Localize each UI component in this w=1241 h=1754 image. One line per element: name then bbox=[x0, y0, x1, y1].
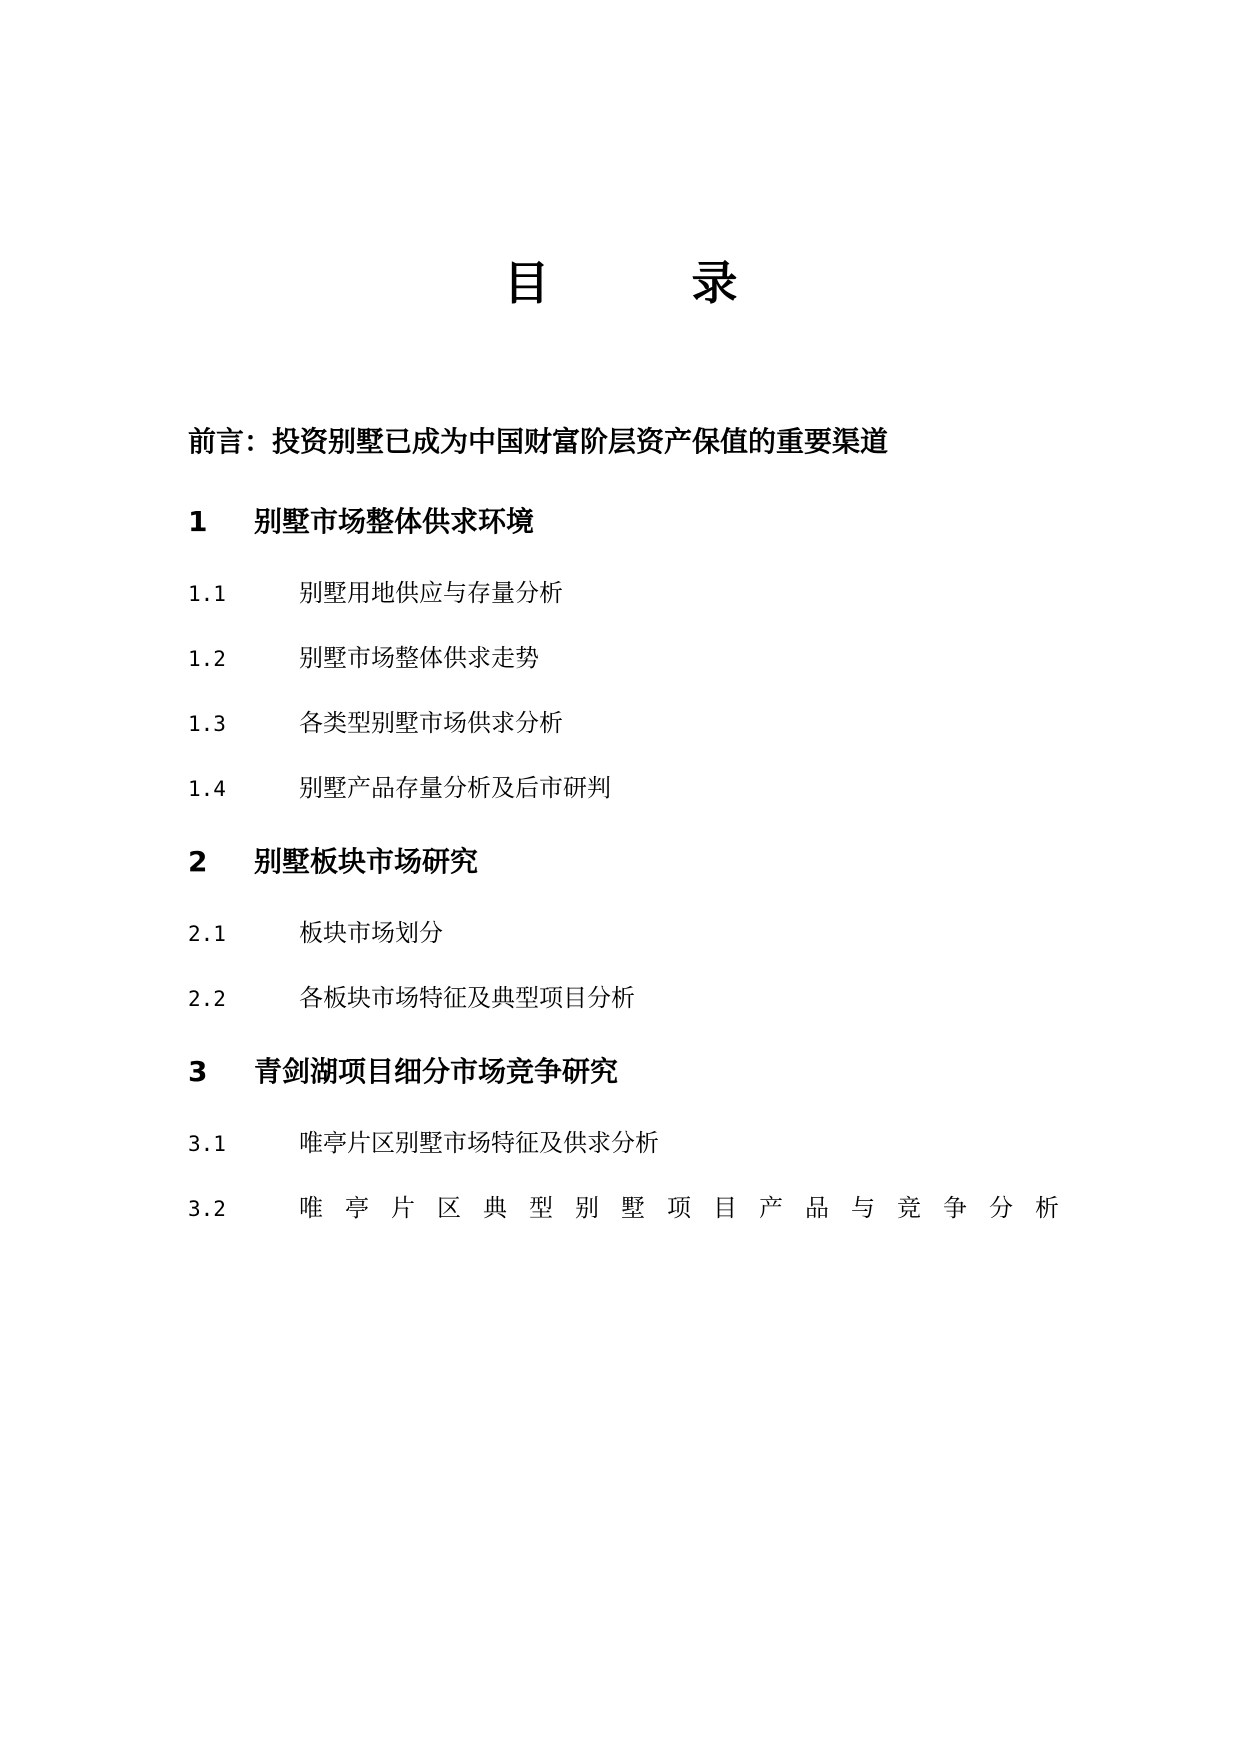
toc-section-3-2[interactable] bbox=[188, 1193, 1081, 1224]
section-title: 别墅市场整体供求走势 bbox=[299, 644, 539, 672]
section-number: 1.1 bbox=[188, 582, 226, 606]
section-title: 别墅用地供应与存量分析 bbox=[299, 579, 563, 607]
section-number: 2.1 bbox=[188, 922, 226, 946]
toc-chapter-2[interactable] bbox=[188, 845, 478, 879]
toc-section-1-2[interactable] bbox=[188, 643, 539, 674]
chapter-title: 别墅板块市场研究 bbox=[254, 845, 479, 878]
section-title: 板块市场划分 bbox=[299, 919, 443, 947]
section-number: 3.2 bbox=[188, 1197, 226, 1221]
section-title: 各板块市场特征及典型项目分析 bbox=[299, 984, 635, 1012]
section-title: 别墅产品存量分析及后市研判 bbox=[299, 774, 611, 802]
toc-chapter-1[interactable] bbox=[188, 505, 534, 539]
toc-section-2-2[interactable] bbox=[188, 983, 635, 1014]
toc-section-2-1[interactable] bbox=[188, 918, 443, 949]
section-number: 2.2 bbox=[188, 987, 226, 1011]
section-number: 1.3 bbox=[188, 712, 226, 736]
section-number: 1.2 bbox=[188, 647, 226, 671]
toc-preface[interactable]: 前言：投资别墅已成为中国财富阶层资产保值的重要渠道 bbox=[188, 425, 889, 458]
section-title: 唯亭片区别墅市场特征及供求分析 bbox=[299, 1129, 659, 1157]
toc-section-3-1[interactable] bbox=[188, 1128, 659, 1159]
toc-chapter-3[interactable] bbox=[188, 1055, 618, 1089]
section-number: 3.1 bbox=[188, 1132, 226, 1156]
section-title: 唯亭片区典型别墅项目产品与竞争分析 bbox=[299, 1194, 1081, 1222]
chapter-title: 别墅市场整体供求环境 bbox=[254, 505, 535, 538]
chapter-number: 2 bbox=[188, 845, 208, 878]
toc-section-1-4[interactable] bbox=[188, 773, 611, 804]
toc-title: 目 录 bbox=[503, 256, 786, 310]
chapter-number: 1 bbox=[188, 505, 208, 538]
toc-section-1-1[interactable] bbox=[188, 578, 563, 609]
section-number: 1.4 bbox=[188, 777, 226, 801]
section-title: 各类型别墅市场供求分析 bbox=[299, 709, 563, 737]
chapter-title: 青剑湖项目细分市场竞争研究 bbox=[254, 1055, 619, 1088]
chapter-number: 3 bbox=[188, 1055, 208, 1088]
toc-section-1-3[interactable] bbox=[188, 708, 563, 739]
